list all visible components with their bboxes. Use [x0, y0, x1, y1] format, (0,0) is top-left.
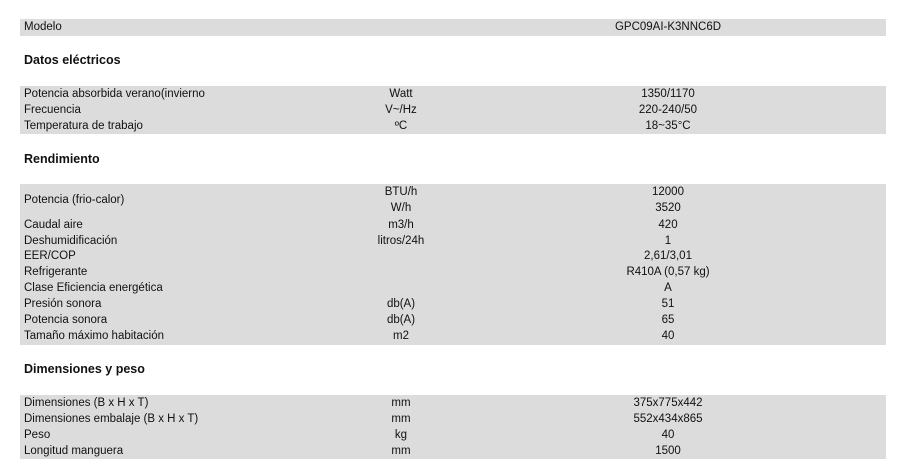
spec-value: 18~35°C [645, 120, 691, 132]
spec-label: Frecuencia [24, 104, 81, 116]
spec-label: Tamaño máximo habitación [24, 330, 164, 342]
spec-unit: W/h [390, 202, 412, 214]
spec-row [20, 264, 886, 280]
spec-row [20, 200, 886, 216]
spec-label: EER/COP [24, 250, 76, 262]
model-value: GPC09AI-K3NNC6D [614, 21, 722, 33]
spec-row [20, 296, 886, 312]
spec-unit: m2 [393, 330, 409, 342]
spec-unit: litros/24h [377, 235, 425, 247]
spec-row [20, 328, 886, 344]
section-title-performance: Rendimiento [24, 152, 100, 166]
spec-label: Dimensiones (B x H x T) [24, 397, 149, 409]
spec-row [20, 411, 886, 427]
spec-value: 220-240/50 [638, 104, 698, 116]
spec-label: Potencia sonora [24, 314, 108, 326]
section-title-dimensions: Dimensiones y peso [24, 362, 145, 376]
spec-label: Longitud manguera [24, 445, 124, 457]
spec-row [20, 248, 886, 264]
spec-unit: V~/Hz [385, 104, 417, 116]
spec-value: R410A (0,57 kg) [626, 266, 710, 278]
spec-label: Dimensiones embalaje (B x H x T) [24, 413, 199, 425]
spec-row [20, 118, 886, 134]
spec-row [20, 102, 886, 118]
spec-label: Caudal aire [24, 219, 83, 231]
spec-unit: m3/h [388, 219, 414, 231]
spec-value: 65 [661, 314, 675, 326]
spec-label: Clase Eficiencia energética [24, 282, 163, 294]
spec-value: 375x775x442 [633, 397, 703, 409]
spec-unit: kg [394, 429, 408, 441]
spec-value: 420 [658, 219, 678, 231]
spec-row [20, 217, 886, 233]
spec-value: A [664, 282, 672, 294]
model-label: Modelo [24, 21, 62, 33]
model-row [20, 19, 886, 35]
section-title-electrical: Datos eléctricos [24, 53, 121, 67]
spec-value: 1500 [655, 445, 681, 457]
spec-label: Peso [24, 429, 51, 441]
spec-row [20, 233, 886, 249]
spec-unit: mm [391, 445, 411, 457]
spec-label: Potencia (frio-calor) [24, 194, 125, 206]
spec-unit: db(A) [386, 314, 416, 326]
spec-value: 40 [661, 429, 675, 441]
spec-label: Temperatura de trabajo [24, 120, 143, 132]
spec-row [20, 395, 886, 411]
spec-unit: BTU/h [384, 186, 418, 198]
spec-row [20, 443, 886, 459]
spec-unit: Watt [389, 88, 413, 100]
spec-unit: ºC [394, 120, 408, 132]
spec-label: Potencia absorbida verano(invierno [24, 88, 205, 100]
spec-unit: mm [391, 413, 411, 425]
spec-value: 51 [661, 298, 675, 310]
spec-label: Deshumidificación [24, 235, 118, 247]
spec-label: Presión sonora [24, 298, 102, 310]
spec-unit: mm [391, 397, 411, 409]
spec-value: 1 [664, 235, 672, 247]
spec-row [20, 86, 886, 102]
spec-label: Refrigerante [24, 266, 88, 278]
spec-value: 3520 [655, 202, 681, 214]
spec-value: 552x434x865 [633, 413, 703, 425]
spec-row [20, 280, 886, 296]
spec-value: 1350/1170 [641, 88, 695, 100]
spec-value: 40 [661, 330, 675, 342]
spec-row [20, 427, 886, 443]
spec-unit: db(A) [386, 298, 416, 310]
spec-row [20, 312, 886, 328]
spec-value: 12000 [652, 186, 684, 198]
spec-value: 2,61/3,01 [644, 250, 692, 262]
